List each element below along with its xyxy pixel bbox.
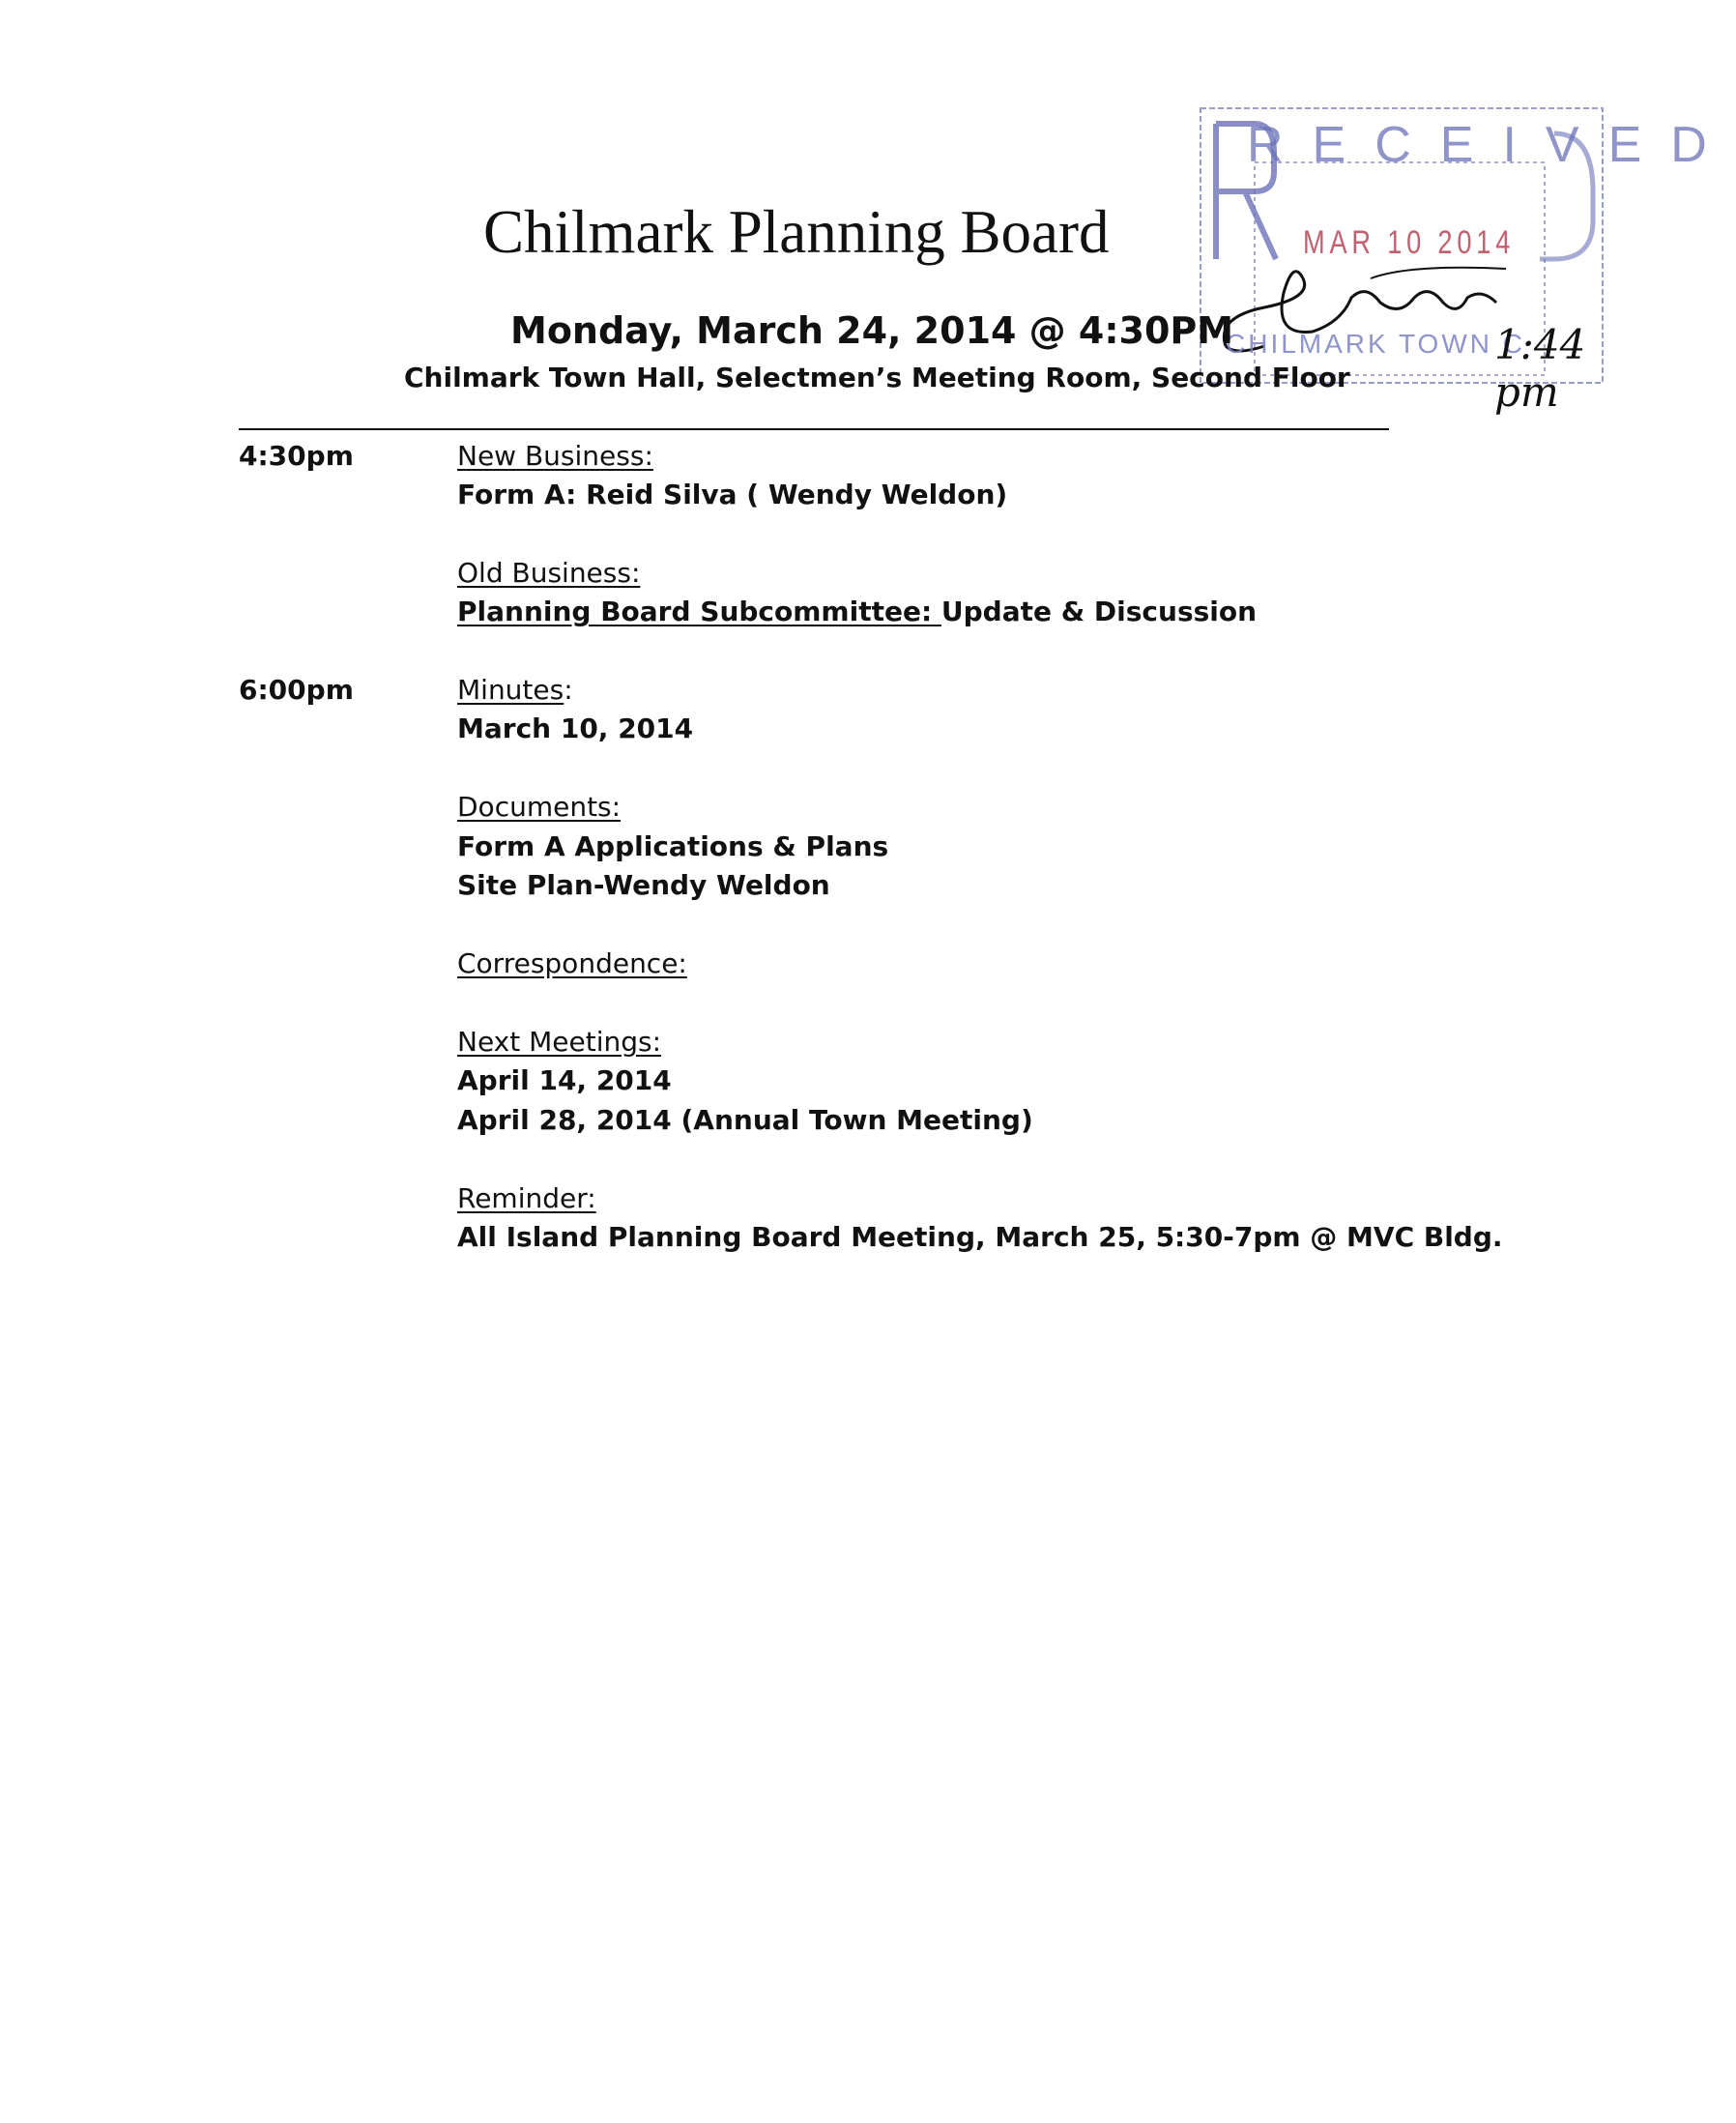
old-business-item [457, 593, 1257, 631]
minutes-header-label: Minutes [457, 674, 564, 706]
new-business-item: Form A: Reid Silva ( Wendy Weldon) [457, 479, 1008, 510]
page-title: Chilmark Planning Board [483, 198, 1110, 266]
stamp-time-note: 1:44 pm [1494, 321, 1586, 416]
old-business-header: Old Business: [457, 557, 641, 589]
old-business-item-underlined: Planning Board Subcommittee: [457, 596, 941, 627]
documents-item: Site Plan-Wendy Weldon [457, 869, 830, 901]
correspondence-header: Correspondence: [457, 947, 687, 979]
time-slot-1: 4:30pm [239, 440, 354, 472]
old-business-item-rest: Update & Discussion [940, 596, 1258, 627]
next-meeting-item: April 28, 2014 (Annual Town Meeting) [457, 1104, 1033, 1136]
stamp-town: CHILMARK TOWN C [1226, 329, 1525, 359]
stamp-label: RECEIVED [1247, 117, 1736, 173]
time-slot-2: 6:00pm [239, 674, 354, 706]
documents-item: Form A Applications & Plans [457, 830, 889, 862]
reminder-item: All Island Planning Board Meeting, March 25, 5:30-7pm @ MVC Bldg. [457, 1221, 1503, 1253]
minutes-header-colon: : [564, 674, 573, 706]
next-meetings-header: Next Meetings: [457, 1026, 662, 1058]
next-meeting-item: April 14, 2014 [457, 1064, 672, 1096]
stamp-date: MAR 10 2014 [1303, 224, 1516, 261]
minutes-item: March 10, 2014 [457, 713, 694, 744]
reminder-header: Reminder: [457, 1182, 596, 1214]
meeting-date: Monday, March 24, 2014 @ 4:30PM [510, 309, 1234, 352]
meeting-location: Chilmark Town Hall, Selectmen’s Meeting Room, Second Floor [404, 362, 1350, 393]
documents-header: Documents: [457, 791, 622, 823]
header-divider [239, 428, 1389, 430]
minutes-header [457, 671, 573, 710]
new-business-header: New Business: [457, 440, 653, 472]
